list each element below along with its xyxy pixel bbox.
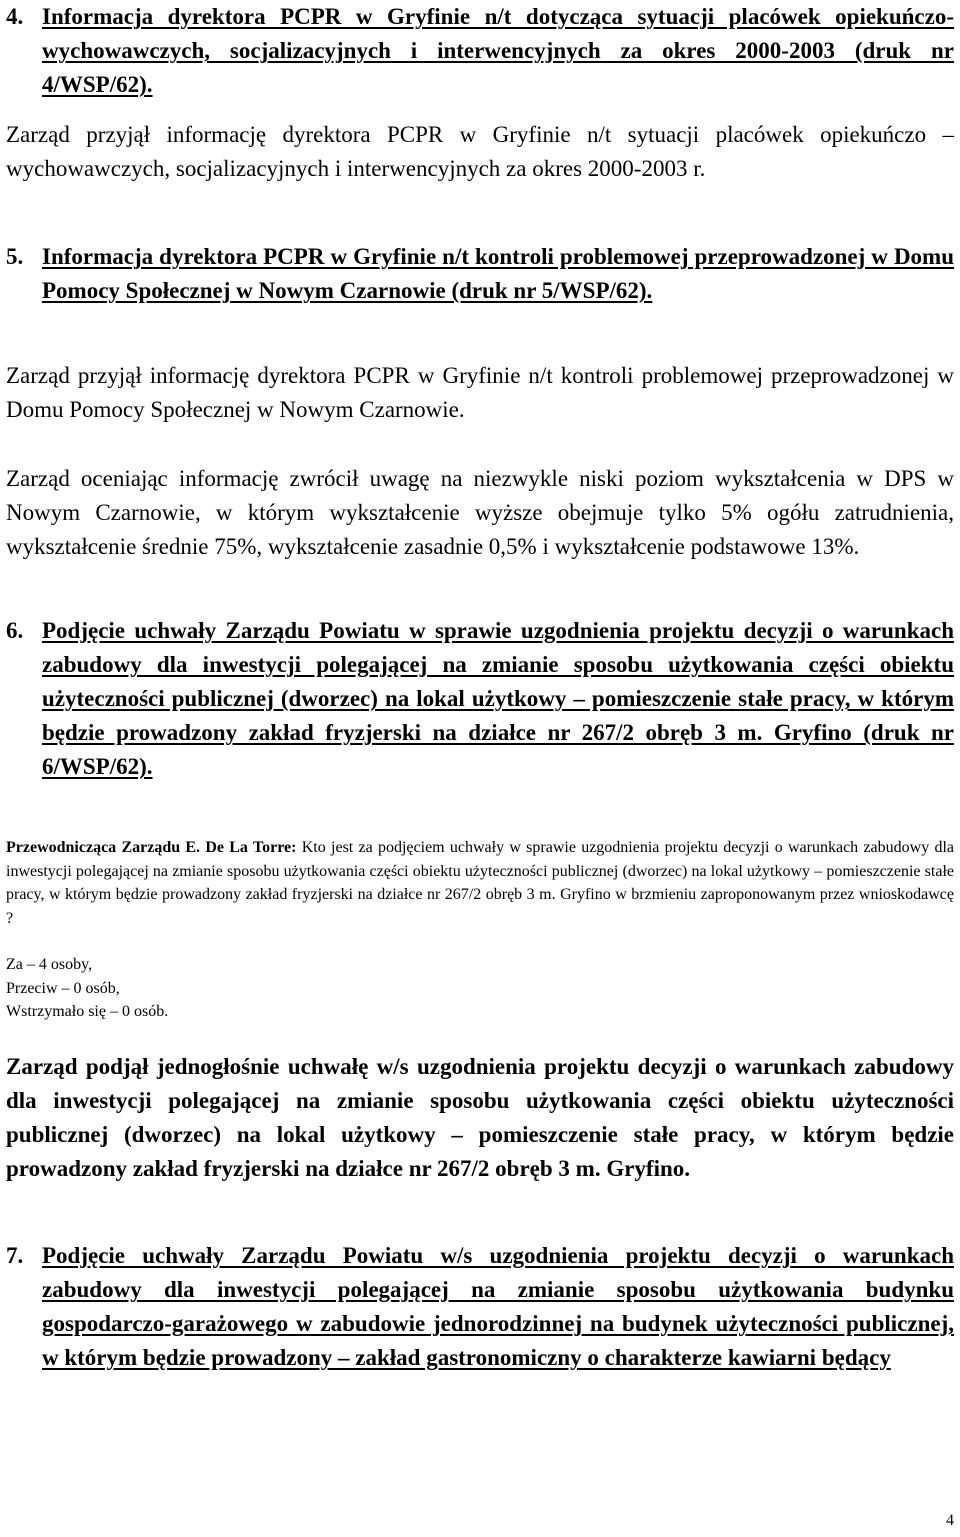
item-5-number: 5. — [6, 244, 24, 269]
vote-for: Za – 4 osoby, — [6, 956, 93, 973]
item-5-paragraph-1: Zarząd przyjął informację dyrektora PCPR w Gryfinie n/t kontroli problemowej przeprowadzonej w Domu Pomocy Społecznej w Nowym Czarnowie. — [6, 363, 954, 422]
item-6-title: Podjęcie uchwały Zarządu Powiatu w sprawie uzgodnienia projektu decyzji o warunkach zabudowy dla inwestycji polegającej na zmianie sposobu użytkowania części obiektu użyteczności publicznej (dworzec) na lokal użytkowy – pomieszczenie stałe pracy, w którym będzie prowadzony zakład fryzjerski na działce nr 267/2 obręb 3 m. Gryfino (druk nr 6/WSP/62). — [42, 618, 954, 779]
item-5-heading — [6, 240, 954, 308]
vote-results — [6, 953, 954, 1024]
item-7-title: Podjęcie uchwały Zarządu Powiatu w/s uzgodnienia projektu decyzji o warunkach zabudowy dla inwestycji polegającej na zmianie sposobu użytkowania budynku gospodarczo-garażowego w zabudowie jednorodzinnej na budynek użyteczności publicznej, w którym będzie prowadzony – zakład gastronomiczny o charakterze kawiarni będący — [42, 1243, 954, 1370]
item-5-title: Informacja dyrektora PCPR w Gryfinie n/t kontroli problemowej przeprowadzonej w Domu Pomocy Społecznej w Nowym Czarnowie (druk nr 5/WSP/62). — [42, 244, 954, 303]
item-4-number: 4. — [6, 4, 24, 29]
item-6-number: 6. — [6, 618, 24, 643]
item-6-resolution: Zarząd podjął jednogłośnie uchwałę w/s uzgodnienia projektu decyzji o warunkach zabudowy dla inwestycji polegającej na zmianie sposobu użytkowania części obiektu użyteczności publicznej (dworzec) na lokal użytkowy – pomieszczenie stałe pracy, w którym będzie prowadzony zakład fryzjerski na działce nr 267/2 obręb 3 m. Gryfino. — [6, 1054, 954, 1181]
speaker-name: Przewodnicząca Zarządu E. De La Torre: — [6, 839, 297, 856]
vote-against: Przeciw – 0 osób, — [6, 979, 120, 997]
vote-abstain: Wstrzymało się – 0 osób. — [6, 1003, 169, 1020]
page-number: 4 — [946, 1512, 954, 1529]
item-6-speech — [6, 836, 954, 930]
speech-text: Kto jest za podjęciem uchwały w sprawie uzgodnienia projektu decyzji o warunkach zabudowy dla inwestycji polegającej na zmianie sposobu użytkowania części obiektu użyteczności publicznej (dworzec) na lokal użytkowy – pomieszczenie stałe pracy, w którym będzie prowadzony zakład fryzjerski na działce nr 267/2 obręb 3 m. Gryfino w brzmieniu zaproponowanym przez wnioskodawcę ? — [6, 839, 955, 927]
item-4-title: Informacja dyrektora PCPR w Gryfinie n/t dotycząca sytuacji placówek opiekuńczo- wychowawczych, socjalizacyjnych i interwencyjnych za okres 2000-2003 (druk nr 4/WSP/62). — [42, 4, 954, 97]
item-7-heading — [6, 1239, 954, 1375]
item-4-paragraph: Zarząd przyjął informację dyrektora PCPR w Gryfinie n/t sytuacji placówek opiekuńczo – wychowawczych, socjalizacyjnych i interwencyjnych za okres 2000-2003 r. — [6, 122, 954, 181]
item-4-heading — [6, 0, 954, 102]
item-6-heading — [6, 614, 954, 784]
item-5-paragraph-2: Zarząd oceniając informację zwrócił uwagę na niezwykle niski poziom wykształcenia w DPS w Nowym Czarnowie, w którym wykształcenie wyższe obejmuje tylko 5% ogółu zatrudnienia, wykształcenie średnie 75%, wykształcenie zasadnie 0,5% i wykształcenie podstawowe 13%. — [6, 466, 954, 559]
item-7-number: 7. — [6, 1243, 24, 1268]
